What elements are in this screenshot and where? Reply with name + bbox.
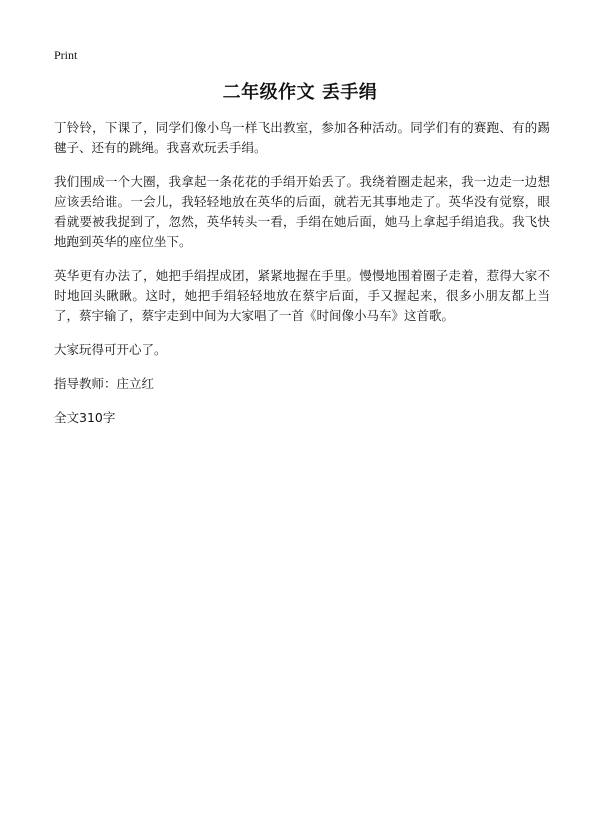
paragraph-1: 丁铃铃，下课了，同学们像小鸟一样飞出教室，参加各种活动。同学们有的赛跑、有的踢毽子、还有的跳绳。我喜欢玩丢手绢。 bbox=[54, 120, 550, 155]
paragraph-3: 英华更有办法了，她把手绢捏成团，紧紧地握在手里。慢慢地围着圈子走着，惹得大家不时地回头瞅瞅。这时，她把手绢轻轻地放在蔡宇后面，手又握起来，很多小朋友都上当了，蔡宇输了，蔡宇走到中间为大家唱了一首《时间像小马车》这首歌。 bbox=[54, 268, 550, 323]
article-title: 二年级作文 丢手绢 bbox=[222, 82, 378, 103]
teacher-credit: 指导教师：庄立红 bbox=[54, 376, 155, 391]
paragraph-4: 大家玩得可开心了。 bbox=[54, 342, 167, 357]
word-count: 全文310字 bbox=[54, 410, 116, 425]
article-body bbox=[54, 118, 550, 442]
print-link[interactable]: Print bbox=[54, 48, 78, 62]
paragraph-2: 我们围成一个大圈，我拿起一条花花的手绢开始丢了。我绕着圈走起来，我一边走一边想应该丢给谁。一会儿，我轻轻地放在英华的后面，就若无其事地走了。英华没有觉察，眼看就要被我捉到了，忽然，英华转头一看，手绢在她后面，她马上拿起手绢追我。我飞快地跑到英华的座位坐下。 bbox=[54, 174, 550, 249]
